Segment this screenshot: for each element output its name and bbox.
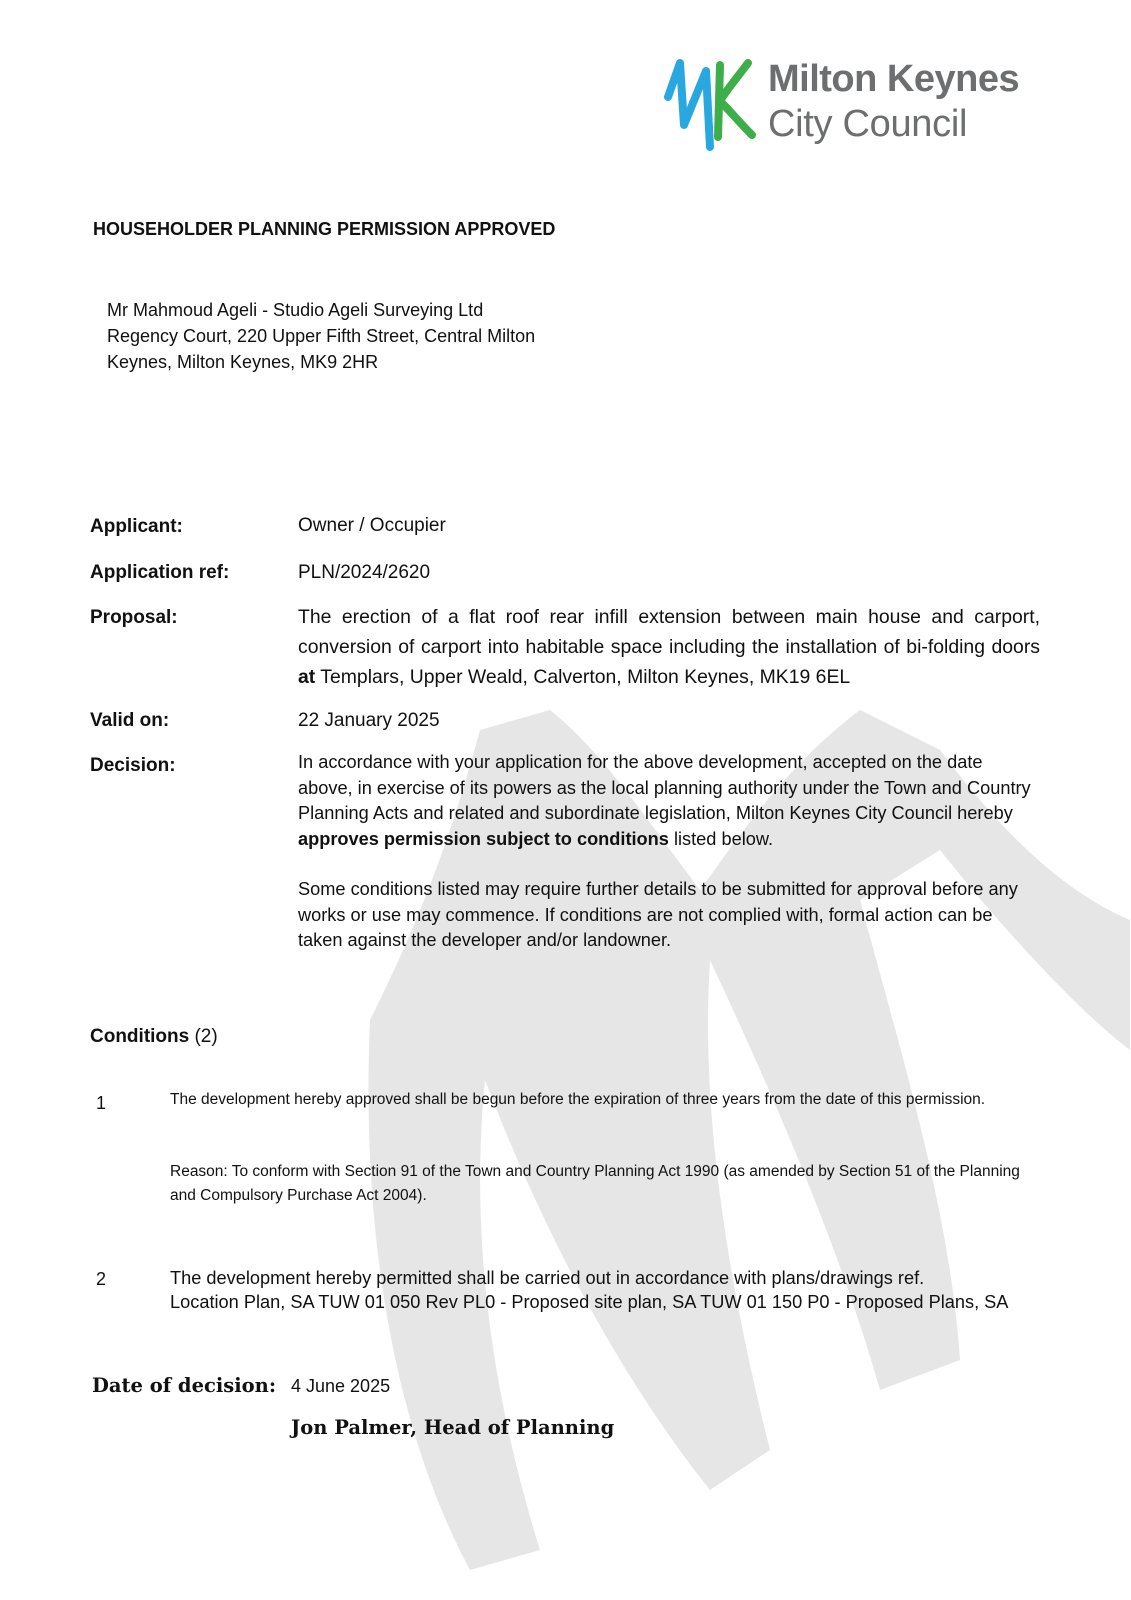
decision-label: Decision: [90,755,176,776]
condition-1-reason: Reason: To conform with Section 91 of the Town and Country Planning Act 1990 (as amended by Section 51 of the Planning and Compulsory Purchase Act 2004). [170,1163,1020,1204]
decision-outcome: approves permission subject to conditions [298,828,669,849]
application-ref-value: PLN/2024/2620 [298,562,431,583]
council-name-line1: Milton Keynes [768,58,1020,100]
recipient-address [107,297,535,375]
condition-2-line2: Location Plan, SA TUW 01 050 Rev PL0 - Proposed site plan, SA TUW 01 150 P0 - Proposed Plans, SA [170,1292,1009,1312]
applicant-value: Owner / Occupier [298,515,446,536]
decision-text: In accordance with your application for the above development, accepted on the date above, in exercise of its powers as the local planning authority under the Town and Country Planning Acts and related and subordinate legislation, Milton Keynes City Council hereby [298,752,1031,823]
condition-2-text [170,1266,1040,1314]
condition-1-text: The development hereby approved shall be begun before the expiration of three years from the date of this permission. [170,1091,986,1108]
decision-text-end: listed below. [673,828,774,849]
decision-paragraph-1 [298,750,1040,852]
decision-paragraph-2: Some conditions listed may require further details to be submitted for approval before any works or use may commence. If conditions are not complied with, formal action can be taken against the developer and/or landowner. [298,879,1018,950]
applicant-label: Applicant: [90,516,183,537]
conditions-title: Conditions [90,1026,190,1047]
proposal-label: Proposal: [90,607,178,628]
application-ref-label: Application ref: [90,562,230,583]
condition-2-line1: The development hereby permitted shall be carried out in accordance with plans/drawings ref. [170,1268,925,1288]
signatory: Jon Palmer, Head of Planning [291,1416,615,1439]
date-of-decision-value: 4 June 2025 [291,1376,391,1396]
condition-1-number: 1 [96,1093,107,1113]
recipient-line1: Mr Mahmoud Ageli - Studio Ageli Surveying Ltd [107,300,484,320]
conditions-heading [90,1026,218,1048]
proposal-site: Templars, Upper Weald, Calverton, Milton Keynes, MK19 6EL [320,666,851,688]
condition-2-number: 2 [96,1269,107,1289]
recipient-line3: Keynes, Milton Keynes, MK9 2HR [107,352,379,372]
valid-on-value: 22 January 2025 [298,710,440,731]
council-name-line2: City Council [768,103,968,145]
conditions-count: (2) [194,1026,218,1047]
date-of-decision-label: Date of decision: [92,1374,277,1397]
proposal-text [298,602,1040,692]
proposal-description: The erection of a flat roof rear infill extension between main house and carport, conversion of carport into habitable space including the installation of bi-folding doors [298,606,1040,658]
document-title: HOUSEHOLDER PLANNING PERMISSION APPROVED [93,219,556,239]
proposal-at: at [298,666,316,688]
valid-on-label: Valid on: [90,710,170,731]
recipient-line2: Regency Court, 220 Upper Fifth Street, Central Milton [107,326,536,346]
